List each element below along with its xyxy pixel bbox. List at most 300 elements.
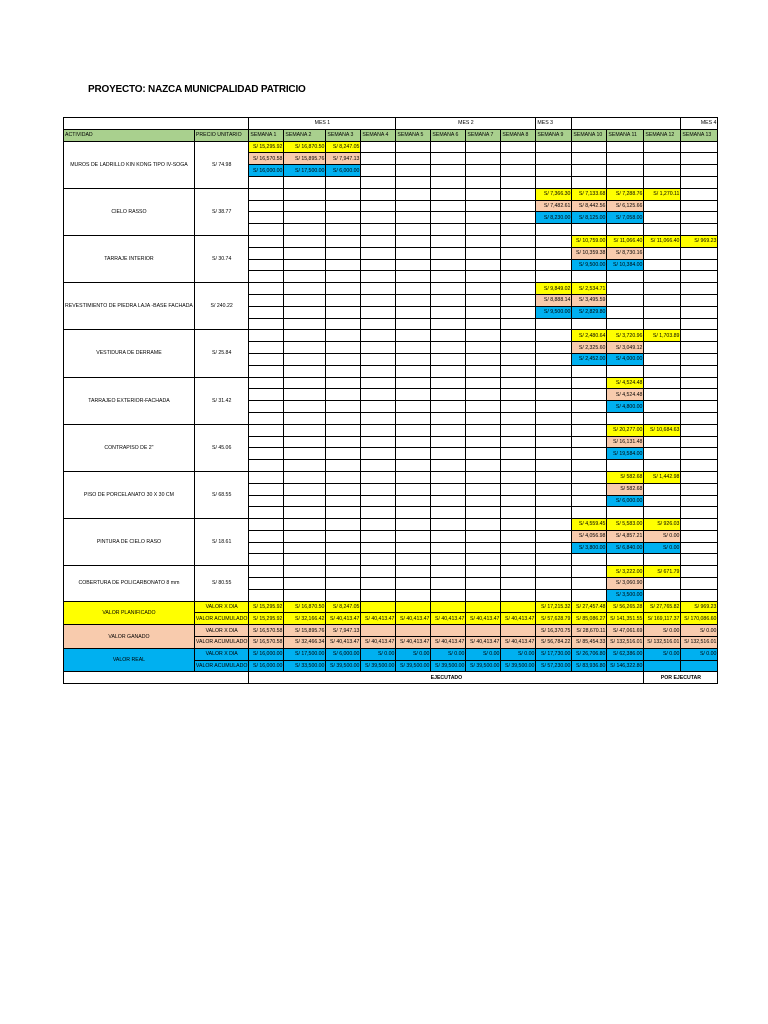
- summary-row: [64, 625, 718, 637]
- summary-value: S/ 57,628.79: [536, 613, 572, 625]
- summary-row: [64, 648, 718, 660]
- summary-value: [501, 601, 536, 613]
- empty-cell: [284, 342, 326, 354]
- empty-cell: [466, 342, 501, 354]
- summary-label: VALOR X DIA: [194, 625, 249, 637]
- summary-value: S/ 16,570.58: [249, 637, 284, 649]
- empty-cell: [396, 165, 431, 177]
- empty-cell: [249, 224, 284, 236]
- empty-cell: [431, 566, 466, 578]
- empty-cell: [644, 200, 681, 212]
- empty-cell: [361, 365, 396, 377]
- activity-name: CIELO RASSO: [64, 188, 195, 235]
- empty-cell: [326, 353, 361, 365]
- empty-cell: [431, 448, 466, 460]
- empty-cell: [326, 283, 361, 295]
- empty-cell: [681, 566, 718, 578]
- empty-cell: [361, 566, 396, 578]
- week-value: S/ 10,759.00: [572, 235, 607, 247]
- empty-cell: [284, 353, 326, 365]
- empty-cell: [284, 271, 326, 283]
- week-value: S/ 7,947.13: [326, 153, 361, 165]
- empty-cell: [607, 283, 644, 295]
- empty-cell: [431, 153, 466, 165]
- empty-cell: [466, 542, 501, 554]
- empty-cell: [607, 365, 644, 377]
- schedule-table: [63, 117, 718, 684]
- empty-cell: [396, 401, 431, 413]
- empty-cell: [284, 554, 326, 566]
- empty-cell: [326, 436, 361, 448]
- empty-cell: [681, 342, 718, 354]
- empty-cell: [326, 507, 361, 519]
- empty-cell: [466, 200, 501, 212]
- empty-cell: [396, 389, 431, 401]
- empty-cell: [644, 165, 681, 177]
- empty-cell: [681, 530, 718, 542]
- empty-cell: [361, 259, 396, 271]
- empty-cell: [326, 247, 361, 259]
- summary-value: S/ 0.00: [361, 648, 396, 660]
- empty-cell: [396, 153, 431, 165]
- empty-cell: [396, 235, 431, 247]
- empty-cell: [501, 235, 536, 247]
- week-header: SEMANA 10: [572, 129, 607, 141]
- empty-cell: [466, 318, 501, 330]
- empty-cell: [644, 153, 681, 165]
- summary-value: S/ 17,500.00: [284, 648, 326, 660]
- unit-price: S/ 31.42: [194, 377, 249, 424]
- empty-cell: [326, 212, 361, 224]
- empty-cell: [681, 377, 718, 389]
- empty-cell: [284, 507, 326, 519]
- empty-cell: [536, 542, 572, 554]
- empty-cell: [396, 460, 431, 472]
- column-header: ACTIVIDAD: [64, 129, 195, 141]
- empty-cell: [501, 283, 536, 295]
- summary-value: S/ 141,351.55: [607, 613, 644, 625]
- week-value: S/ 582.68: [607, 483, 644, 495]
- blank-cell: [64, 672, 249, 684]
- empty-cell: [501, 424, 536, 436]
- empty-cell: [536, 448, 572, 460]
- empty-cell: [644, 318, 681, 330]
- empty-cell: [644, 554, 681, 566]
- empty-cell: [249, 424, 284, 436]
- empty-cell: [501, 530, 536, 542]
- week-value: S/ 16,570.58: [249, 153, 284, 165]
- month-label: MES 4: [681, 118, 718, 130]
- week-value: S/ 8,125.00: [572, 212, 607, 224]
- empty-cell: [396, 566, 431, 578]
- empty-cell: [501, 471, 536, 483]
- empty-cell: [284, 224, 326, 236]
- empty-cell: [396, 330, 431, 342]
- empty-cell: [431, 365, 466, 377]
- empty-cell: [572, 153, 607, 165]
- empty-cell: [466, 377, 501, 389]
- empty-cell: [681, 471, 718, 483]
- week-value: S/ 0.00: [644, 530, 681, 542]
- empty-cell: [501, 542, 536, 554]
- summary-value: S/ 39,500.00: [361, 660, 396, 672]
- empty-cell: [536, 519, 572, 531]
- empty-cell: [396, 412, 431, 424]
- empty-cell: [681, 165, 718, 177]
- empty-cell: [361, 342, 396, 354]
- empty-cell: [607, 153, 644, 165]
- summary-label: VALOR X DIA: [194, 648, 249, 660]
- empty-cell: [361, 483, 396, 495]
- summary-value: S/ 8,247.05: [326, 601, 361, 613]
- empty-cell: [572, 401, 607, 413]
- empty-cell: [501, 578, 536, 590]
- empty-cell: [466, 483, 501, 495]
- empty-cell: [249, 188, 284, 200]
- activity-name: CONTRAPISO DE 2": [64, 424, 195, 471]
- empty-cell: [396, 448, 431, 460]
- week-header: SEMANA 12: [644, 129, 681, 141]
- empty-cell: [396, 554, 431, 566]
- empty-cell: [644, 271, 681, 283]
- project-title: PROYECTO: NAZCA MUNICPALIDAD PATRICIO: [88, 84, 306, 95]
- week-value: S/ 2,452.00: [572, 353, 607, 365]
- empty-cell: [466, 436, 501, 448]
- week-value: S/ 16,870.50: [284, 141, 326, 153]
- empty-cell: [501, 247, 536, 259]
- week-value: S/ 3,500.00: [607, 589, 644, 601]
- activity-name: TARRAJE INTERIOR: [64, 235, 195, 282]
- empty-cell: [284, 401, 326, 413]
- empty-cell: [466, 389, 501, 401]
- empty-cell: [326, 200, 361, 212]
- empty-cell: [249, 200, 284, 212]
- empty-cell: [284, 495, 326, 507]
- empty-cell: [361, 283, 396, 295]
- empty-cell: [431, 401, 466, 413]
- summary-value: S/ 132,516.01: [607, 637, 644, 649]
- summary-value: S/ 132,516.01: [644, 637, 681, 649]
- week-value: S/ 2,829.80: [572, 306, 607, 318]
- week-value: S/ 4,800.00: [607, 401, 644, 413]
- week-value: S/ 17,500.00: [284, 165, 326, 177]
- summary-value: S/ 169,117.37: [644, 613, 681, 625]
- week-value: S/ 4,056.98: [572, 530, 607, 542]
- summary-name: VALOR PLANIFICADO: [64, 601, 195, 625]
- week-value: S/ 9,500.00: [536, 306, 572, 318]
- table-row: [64, 235, 718, 247]
- empty-cell: [466, 259, 501, 271]
- empty-cell: [681, 224, 718, 236]
- empty-cell: [644, 377, 681, 389]
- summary-value: S/ 16,370.75: [536, 625, 572, 637]
- empty-cell: [284, 483, 326, 495]
- summary-value: S/ 132,516.01: [681, 637, 718, 649]
- week-value: S/ 8,442.56: [572, 200, 607, 212]
- empty-cell: [607, 306, 644, 318]
- empty-cell: [607, 141, 644, 153]
- empty-cell: [249, 365, 284, 377]
- week-value: S/ 1,270.11: [644, 188, 681, 200]
- empty-cell: [361, 330, 396, 342]
- empty-cell: [644, 283, 681, 295]
- empty-cell: [249, 283, 284, 295]
- empty-cell: [396, 294, 431, 306]
- summary-value: [431, 625, 466, 637]
- empty-cell: [466, 566, 501, 578]
- empty-cell: [361, 212, 396, 224]
- empty-cell: [249, 318, 284, 330]
- empty-cell: [536, 342, 572, 354]
- empty-cell: [644, 141, 681, 153]
- empty-cell: [536, 365, 572, 377]
- empty-cell: [681, 283, 718, 295]
- week-value: S/ 8,730.16: [607, 247, 644, 259]
- summary-value: [396, 601, 431, 613]
- empty-cell: [326, 259, 361, 271]
- empty-cell: [466, 519, 501, 531]
- empty-cell: [431, 589, 466, 601]
- month-header-row: [64, 118, 718, 130]
- empty-cell: [644, 578, 681, 590]
- summary-value: S/ 6,000.00: [326, 648, 361, 660]
- empty-cell: [361, 153, 396, 165]
- empty-cell: [431, 247, 466, 259]
- empty-cell: [431, 578, 466, 590]
- empty-cell: [536, 247, 572, 259]
- empty-cell: [536, 554, 572, 566]
- summary-row: [64, 601, 718, 613]
- week-value: S/ 926.03: [644, 519, 681, 531]
- empty-cell: [396, 424, 431, 436]
- summary-value: [466, 601, 501, 613]
- empty-cell: [501, 153, 536, 165]
- empty-cell: [361, 318, 396, 330]
- empty-cell: [536, 318, 572, 330]
- empty-cell: [431, 176, 466, 188]
- empty-cell: [501, 554, 536, 566]
- empty-cell: [396, 176, 431, 188]
- empty-cell: [501, 377, 536, 389]
- empty-cell: [284, 294, 326, 306]
- empty-cell: [466, 188, 501, 200]
- empty-cell: [284, 471, 326, 483]
- empty-cell: [644, 365, 681, 377]
- empty-cell: [536, 377, 572, 389]
- unit-price: S/ 30.74: [194, 235, 249, 282]
- empty-cell: [501, 507, 536, 519]
- empty-cell: [249, 294, 284, 306]
- summary-value: S/ 0.00: [681, 625, 718, 637]
- empty-cell: [681, 176, 718, 188]
- empty-cell: [644, 212, 681, 224]
- empty-cell: [572, 578, 607, 590]
- empty-cell: [466, 224, 501, 236]
- empty-cell: [361, 141, 396, 153]
- empty-cell: [644, 460, 681, 472]
- empty-cell: [681, 589, 718, 601]
- summary-value: S/ 40,413.47: [326, 613, 361, 625]
- summary-value: S/ 39,500.00: [396, 660, 431, 672]
- activity-name: COBERTURA DE POLICARBONATO 8 mm: [64, 566, 195, 601]
- empty-cell: [249, 389, 284, 401]
- empty-cell: [644, 401, 681, 413]
- empty-cell: [644, 507, 681, 519]
- empty-cell: [361, 424, 396, 436]
- empty-cell: [681, 519, 718, 531]
- empty-cell: [431, 460, 466, 472]
- empty-cell: [284, 188, 326, 200]
- empty-cell: [396, 141, 431, 153]
- summary-value: S/ 969.23: [681, 601, 718, 613]
- week-value: S/ 8,230.00: [536, 212, 572, 224]
- empty-cell: [396, 342, 431, 354]
- summary-value: S/ 0.00: [396, 648, 431, 660]
- empty-cell: [396, 306, 431, 318]
- empty-cell: [466, 495, 501, 507]
- empty-cell: [466, 448, 501, 460]
- week-value: S/ 4,559.45: [572, 519, 607, 531]
- empty-cell: [501, 365, 536, 377]
- summary-value: S/ 28,670.11: [572, 625, 607, 637]
- empty-cell: [431, 224, 466, 236]
- empty-cell: [681, 200, 718, 212]
- empty-cell: [466, 589, 501, 601]
- schedule-body: [64, 118, 718, 684]
- empty-cell: [431, 389, 466, 401]
- empty-cell: [361, 271, 396, 283]
- summary-value: [431, 601, 466, 613]
- summary-label: VALOR ACUMULADO: [194, 613, 249, 625]
- empty-cell: [326, 330, 361, 342]
- summary-value: S/ 39,500.00: [326, 660, 361, 672]
- week-value: S/ 3,495.59: [572, 294, 607, 306]
- empty-cell: [396, 542, 431, 554]
- empty-cell: [326, 554, 361, 566]
- week-value: S/ 20,277.00: [607, 424, 644, 436]
- empty-cell: [326, 401, 361, 413]
- summary-value: [466, 625, 501, 637]
- empty-cell: [284, 365, 326, 377]
- empty-cell: [284, 448, 326, 460]
- empty-cell: [249, 259, 284, 271]
- empty-cell: [681, 554, 718, 566]
- empty-cell: [466, 578, 501, 590]
- summary-value: S/ 0.00: [501, 648, 536, 660]
- empty-cell: [536, 165, 572, 177]
- empty-cell: [249, 377, 284, 389]
- empty-cell: [681, 460, 718, 472]
- empty-cell: [431, 259, 466, 271]
- empty-cell: [431, 424, 466, 436]
- week-value: S/ 7,288.76: [607, 188, 644, 200]
- week-value: S/ 11,066.40: [607, 235, 644, 247]
- ejecutado-label: EJECUTADO: [249, 672, 644, 684]
- empty-cell: [501, 306, 536, 318]
- empty-cell: [536, 471, 572, 483]
- empty-cell: [501, 330, 536, 342]
- empty-cell: [431, 554, 466, 566]
- empty-cell: [249, 353, 284, 365]
- summary-value: S/ 40,413.47: [396, 613, 431, 625]
- empty-cell: [284, 578, 326, 590]
- empty-cell: [431, 495, 466, 507]
- empty-cell: [284, 283, 326, 295]
- week-value: S/ 1,703.89: [644, 330, 681, 342]
- empty-cell: [249, 235, 284, 247]
- empty-cell: [326, 460, 361, 472]
- por-ejecutar-label: POR EJECUTAR: [644, 672, 718, 684]
- empty-cell: [501, 353, 536, 365]
- empty-cell: [361, 235, 396, 247]
- empty-cell: [361, 554, 396, 566]
- week-value: S/ 582.68: [607, 471, 644, 483]
- empty-cell: [361, 542, 396, 554]
- empty-cell: [501, 212, 536, 224]
- summary-value: S/ 15,895.76: [284, 625, 326, 637]
- summary-value: S/ 40,413.47: [466, 637, 501, 649]
- empty-cell: [536, 424, 572, 436]
- empty-cell: [501, 176, 536, 188]
- empty-cell: [501, 318, 536, 330]
- empty-cell: [249, 483, 284, 495]
- empty-cell: [536, 235, 572, 247]
- empty-cell: [644, 259, 681, 271]
- empty-cell: [326, 306, 361, 318]
- empty-cell: [431, 294, 466, 306]
- empty-cell: [326, 566, 361, 578]
- column-header-row: [64, 129, 718, 141]
- empty-cell: [326, 342, 361, 354]
- empty-cell: [249, 401, 284, 413]
- empty-cell: [361, 200, 396, 212]
- summary-label: VALOR ACUMULADO: [194, 660, 249, 672]
- summary-value: S/ 0.00: [681, 648, 718, 660]
- empty-cell: [644, 353, 681, 365]
- summary-value: S/ 39,500.00: [431, 660, 466, 672]
- summary-value: [644, 660, 681, 672]
- empty-cell: [326, 224, 361, 236]
- week-header: SEMANA 8: [501, 129, 536, 141]
- empty-cell: [361, 306, 396, 318]
- empty-cell: [284, 318, 326, 330]
- empty-cell: [431, 412, 466, 424]
- empty-cell: [681, 424, 718, 436]
- empty-cell: [536, 566, 572, 578]
- empty-cell: [466, 412, 501, 424]
- empty-cell: [681, 495, 718, 507]
- activity-name: REVESTIMIENTO DE PIEDRA LAJA -BASE FACHADA: [64, 283, 195, 330]
- week-value: S/ 1,442.98: [644, 471, 681, 483]
- empty-cell: [326, 365, 361, 377]
- empty-cell: [396, 271, 431, 283]
- empty-cell: [681, 448, 718, 460]
- empty-cell: [536, 495, 572, 507]
- empty-cell: [572, 424, 607, 436]
- empty-cell: [249, 212, 284, 224]
- empty-cell: [644, 495, 681, 507]
- week-value: S/ 15,295.92: [249, 141, 284, 153]
- empty-cell: [396, 495, 431, 507]
- empty-cell: [431, 483, 466, 495]
- summary-value: S/ 40,413.47: [361, 637, 396, 649]
- week-value: S/ 10,359.38: [572, 247, 607, 259]
- empty-cell: [431, 507, 466, 519]
- week-value: S/ 6,125.66: [607, 200, 644, 212]
- week-value: S/ 9,849.02: [536, 283, 572, 295]
- empty-cell: [607, 318, 644, 330]
- unit-price: S/ 18.61: [194, 519, 249, 566]
